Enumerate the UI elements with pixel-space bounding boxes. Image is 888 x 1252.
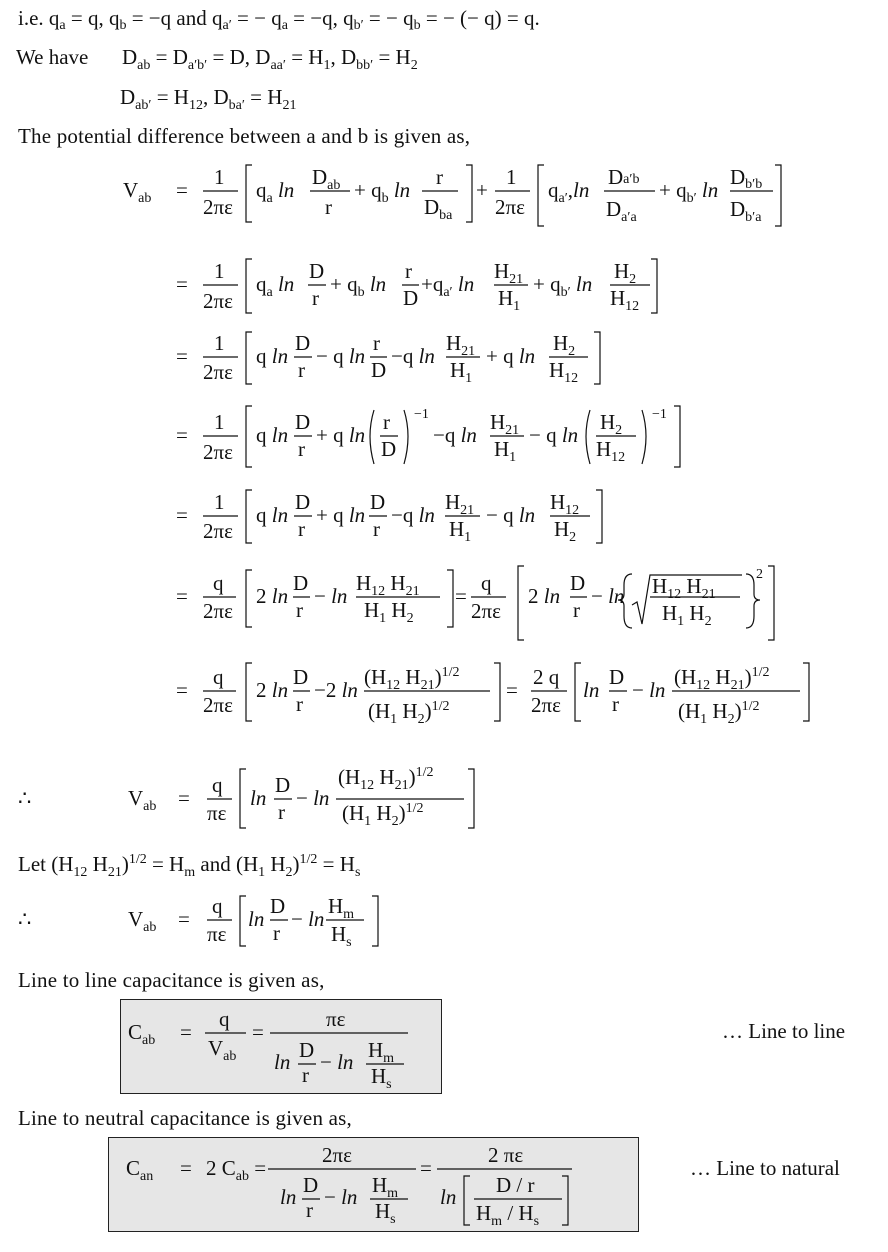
svg-text:ln: ln	[248, 907, 265, 931]
distance-definitions	[16, 45, 418, 113]
svg-text:r: r	[278, 800, 285, 824]
line-to-line-note: … Line to line	[722, 1019, 846, 1043]
svg-text:Dab: $D_{ab}$	[312, 165, 341, 193]
svg-text:2πε: 2πε	[203, 693, 233, 717]
svg-text:r: r	[296, 598, 303, 622]
svg-text:ln: ln	[583, 678, 600, 702]
svg-text:+ q ln: + q ln	[316, 503, 366, 527]
svg-text:=: =	[252, 1020, 264, 1044]
svg-text:We have: We have	[16, 45, 89, 69]
step-4-equation	[176, 490, 579, 545]
svg-text:2πε: 2πε	[322, 1143, 352, 1167]
svg-text:2πε: 2πε	[203, 519, 233, 543]
svg-text:2πε: 2πε	[203, 599, 233, 623]
svg-text:D: D	[295, 331, 311, 355]
svg-text:2 q: 2 q	[533, 665, 560, 689]
svg-text:Dba: $D_{ba}$	[424, 195, 453, 223]
svg-text:r: r	[383, 410, 390, 434]
svg-text:D: D	[275, 773, 291, 797]
vab-expanded-equation	[123, 165, 762, 225]
svg-text:−2 ln: −2 ln	[314, 678, 358, 702]
svg-text:H21: $H_{21}$	[490, 410, 520, 438]
svg-text:q: q	[213, 665, 224, 689]
svg-text:=: =	[180, 1156, 192, 1180]
svg-text:− ln: − ln	[314, 584, 348, 608]
svg-text:D: D	[303, 1173, 319, 1197]
svg-text:Vab: $V_{ab}$	[128, 907, 157, 935]
svg-text:H1 H2: $H_1$ $H_2$	[662, 601, 712, 629]
svg-text:H12: $H_{12}$	[550, 490, 580, 518]
svg-text:2πε: 2πε	[203, 195, 233, 219]
svg-text:D: D	[299, 1038, 315, 1062]
svg-text:H21: $H_{21}$	[446, 331, 476, 359]
svg-text:ln: ln	[280, 1185, 297, 1209]
svg-text:=: =	[176, 678, 188, 702]
step-6-equation	[176, 665, 769, 727]
svg-text:H12 H21: $H_{12}$ $H_{21}$	[652, 574, 716, 602]
svg-text:+qa′ ln: $+q_{a'}$ ln	[421, 272, 475, 300]
line-to-neutral-note: … Line to natural	[690, 1156, 840, 1180]
svg-text:r: r	[405, 259, 412, 283]
svg-text:H2: $H_2$	[600, 410, 623, 438]
svg-text:Hs: $H_s$	[331, 922, 352, 950]
svg-text:H1: $H_1$	[498, 286, 521, 314]
svg-text:(H1 H2)1/2: ($H_1$ $H_2)^{1/2}$	[368, 699, 450, 727]
svg-text:=: =	[176, 584, 188, 608]
svg-text:+ qb ln: + $q_b$ ln	[330, 272, 387, 300]
svg-text:Cab: $C_{ab}$	[128, 1020, 156, 1048]
svg-text:−q ln: −q ln	[433, 423, 477, 447]
svg-text:D: D	[295, 490, 311, 514]
pd-intro-text: The potential difference between a and b is given as,	[18, 124, 471, 148]
svg-text:− q ln: − q ln	[316, 344, 366, 368]
svg-text:Da′b: Da′b	[608, 165, 640, 189]
svg-text:=: =	[506, 678, 518, 702]
svg-text:+: +	[476, 178, 488, 202]
svg-text:(H1 H2)1/2: ($H_1$ $H_2)^{1/2}$	[678, 699, 760, 727]
svg-text:− ln: − ln	[591, 584, 625, 608]
svg-text:H1: $H_1$	[450, 358, 473, 386]
svg-text:2πε: 2πε	[471, 599, 501, 623]
svg-text:H2: $H_2$	[553, 331, 576, 359]
svg-text:D: D	[381, 437, 397, 461]
can-formula	[126, 1143, 539, 1229]
svg-text:H1: $H_1$	[494, 437, 517, 465]
vab-final-equation	[18, 894, 354, 950]
svg-text:πε: πε	[207, 922, 227, 946]
svg-text:r: r	[273, 921, 280, 945]
svg-text:=: =	[420, 1156, 432, 1180]
svg-text:r: r	[298, 437, 305, 461]
svg-text:1: 1	[506, 165, 517, 189]
svg-text:H12: $H_{12}$	[596, 437, 626, 465]
svg-text:=: =	[176, 272, 188, 296]
svg-text:Vab: $V_{ab}$	[128, 786, 157, 814]
svg-text:H2: $H_2$	[614, 259, 637, 287]
svg-text:2 πε: 2 πε	[488, 1143, 524, 1167]
svg-text:r: r	[296, 692, 303, 716]
svg-text:Hm: $H_m$	[368, 1038, 395, 1066]
svg-text:1: 1	[214, 331, 225, 355]
svg-text:=: =	[176, 503, 188, 527]
svg-text:=: =	[178, 786, 190, 810]
svg-text:q ln: q ln	[256, 344, 289, 368]
svg-text:D: D	[370, 490, 386, 514]
svg-text:r: r	[298, 517, 305, 541]
svg-text:− ln: − ln	[320, 1050, 354, 1074]
svg-text:D: D	[295, 410, 311, 434]
line-to-neutral-intro-text: Line to neutral capacitance is given as,	[18, 1106, 352, 1130]
step-3-equation	[176, 407, 667, 465]
svg-text:+ q ln: + q ln	[316, 423, 366, 447]
svg-text:1: 1	[214, 259, 225, 283]
svg-text:i.e. qa = q, qb = −q and qa′ =: i.e. qa = q, qb = −q and qa′ = − qa = −q, qb′ = − qb = − (− q) = q.	[18, 6, 540, 33]
svg-text:D: D	[371, 358, 387, 382]
svg-text:H2: $H_2$	[554, 517, 577, 545]
svg-text:q ln: q ln	[256, 423, 289, 447]
step-2-equation	[176, 331, 578, 386]
top-charge-line	[18, 6, 540, 33]
svg-text:=: =	[176, 344, 188, 368]
svg-text:D: D	[570, 571, 586, 595]
svg-text:=: =	[178, 907, 190, 931]
svg-text:Hm: $H_m$	[328, 894, 355, 922]
svg-text:qa′,ln: $q_{a'},\ln$	[548, 178, 590, 206]
svg-text:Hs: $H_s$	[375, 1199, 396, 1227]
step-5-equation	[176, 567, 763, 629]
cab-formula	[128, 1007, 394, 1092]
svg-text:q: q	[219, 1007, 230, 1031]
svg-text:2 ln: 2 ln	[256, 678, 289, 702]
svg-text:(H12 H21)1/2: ($H_{12}$ $H_{21})^{1/2}$	[338, 765, 434, 793]
svg-text:+ qb′ ln: + $q_{b'}$ ln	[533, 272, 593, 300]
svg-text:(H12 H21)1/2: ($H_{12}$ $H_{21})^{1/2}$	[674, 665, 770, 693]
svg-text:− ln: − ln	[296, 786, 330, 810]
svg-text:r: r	[436, 165, 443, 189]
svg-text:r: r	[573, 598, 580, 622]
svg-text:D: D	[293, 571, 309, 595]
svg-text:2πε: 2πε	[203, 440, 233, 464]
svg-text:D: D	[309, 259, 325, 283]
svg-text:q ln: q ln	[256, 503, 289, 527]
svg-text:r: r	[306, 1198, 313, 1222]
svg-text:πε: πε	[207, 801, 227, 825]
svg-text:2πε: 2πε	[495, 195, 525, 219]
svg-text:2 ln: 2 ln	[256, 584, 289, 608]
svg-text:Vab: $V_{ab}$	[123, 178, 152, 206]
svg-text:qa ln: $q_a$ ln	[256, 178, 295, 206]
line-to-line-intro-text: Line to line capacitance is given as,	[18, 968, 325, 992]
svg-text:Dab′ = H12, Dba′ = H21: $D_{ab'} = H_{12}$, $D_{ba'} = H_{21}$	[120, 85, 297, 113]
svg-text:r: r	[373, 331, 380, 355]
svg-text:q: q	[213, 571, 224, 595]
svg-text:(H1 H2)1/2: ($H_1$ $H_2)^{1/2}$	[342, 801, 424, 829]
svg-text:2πε: 2πε	[203, 289, 233, 313]
svg-text:2 ln: 2 ln	[528, 584, 561, 608]
svg-text:−q ln: −q ln	[391, 503, 435, 527]
svg-text:=: =	[176, 178, 188, 202]
svg-text:− q ln: − q ln	[529, 423, 579, 447]
svg-text:ln: ln	[440, 1185, 457, 1209]
svg-text:r: r	[302, 1063, 309, 1087]
svg-text:r: r	[312, 286, 319, 310]
svg-text:1: 1	[214, 165, 225, 189]
svg-text:r: r	[612, 692, 619, 716]
svg-text:Vab: $V_{ab}$	[208, 1036, 237, 1064]
svg-text:1: 1	[214, 410, 225, 434]
svg-text:+ q ln: + q ln	[486, 344, 536, 368]
svg-text:H1 H2: $H_1$ $H_2$	[364, 598, 414, 626]
svg-text:2 Cab =: 2 $C_{ab}$ =	[206, 1156, 267, 1184]
svg-text:−q ln: −q ln	[391, 344, 435, 368]
svg-text:∴: ∴	[18, 907, 32, 931]
svg-text:=: =	[455, 584, 467, 608]
svg-text:(H12 H21)1/2: ($H_{12}$ $H_{21})^{1/2}$	[364, 665, 460, 693]
svg-text:− q ln: − q ln	[486, 503, 536, 527]
svg-text:2: 2	[756, 567, 763, 582]
svg-text:Hm / Hs: $H_m / H_s$	[476, 1201, 540, 1229]
svg-text:− ln: − ln	[324, 1185, 358, 1209]
therefore-vab-equation	[18, 765, 433, 829]
svg-text:Let (H12 H21)1/2 = Hm and: Let ($H_{12}$ $H_{21})^{1/2} = H_m$ and ($H_1$ $H_2)^{1/2} = H_s$	[18, 852, 361, 880]
svg-text:−1: −1	[652, 407, 667, 422]
svg-text:ln: ln	[274, 1050, 291, 1074]
svg-text:H12: $H_{12}$	[549, 358, 579, 386]
svg-text:D / r: D / r	[496, 1173, 535, 1197]
svg-text:r: r	[298, 358, 305, 382]
svg-text:Hm: $H_m$	[372, 1173, 399, 1201]
svg-text:D: D	[609, 665, 625, 689]
svg-text:=: =	[176, 423, 188, 447]
svg-text:Dab = Da′b′ = D, Daa′ = H1,: $D_{ab} = D_{a'b'} = D$, $D_{aa'} = H_1$, $D_{bb'} = H_2$	[122, 45, 418, 73]
svg-text:πε: πε	[326, 1007, 346, 1031]
svg-text:Hs: $H_s$	[371, 1064, 392, 1092]
svg-text:Db′b: Db′b	[730, 165, 763, 192]
svg-text:r: r	[373, 517, 380, 541]
svg-text:H1: $H_1$	[449, 517, 472, 545]
svg-text:−1: −1	[414, 407, 429, 422]
svg-text:Can: $C_{an}$	[126, 1156, 154, 1184]
svg-text:Db′a: $D_{b'a}$	[730, 197, 762, 225]
svg-text:ln: ln	[250, 786, 267, 810]
svg-text:− ln: − ln	[291, 907, 325, 931]
svg-text:∴: ∴	[18, 786, 32, 810]
svg-text:q: q	[212, 894, 223, 918]
svg-text:D: D	[403, 286, 419, 310]
svg-text:D: D	[293, 665, 309, 689]
svg-text:r: r	[325, 195, 332, 219]
svg-text:=: =	[180, 1020, 192, 1044]
svg-text:+ qb ln: + $q_b$ ln	[354, 178, 411, 206]
svg-text:q: q	[212, 773, 223, 797]
svg-text:H12 H21: $H_{12}$ $H_{21}$	[356, 571, 420, 599]
svg-text:− ln: − ln	[632, 678, 666, 702]
svg-text:q: q	[481, 571, 492, 595]
svg-text:2πε: 2πε	[203, 360, 233, 384]
svg-text:2πε: 2πε	[531, 693, 561, 717]
svg-text:H21: $H_{21}$	[494, 259, 524, 287]
let-definitions-equation	[18, 852, 360, 880]
svg-text:qa ln: $q_a$ ln	[256, 272, 295, 300]
svg-text:Da′a: $D_{a'a}$	[606, 197, 637, 225]
svg-text:1: 1	[214, 490, 225, 514]
svg-text:H21: $H_{21}$	[445, 490, 475, 518]
svg-text:D: D	[270, 894, 286, 918]
svg-text:+ qb′ ln: + $q_{b'}$ ln	[659, 178, 719, 206]
svg-text:H12: $H_{12}$	[610, 286, 640, 314]
